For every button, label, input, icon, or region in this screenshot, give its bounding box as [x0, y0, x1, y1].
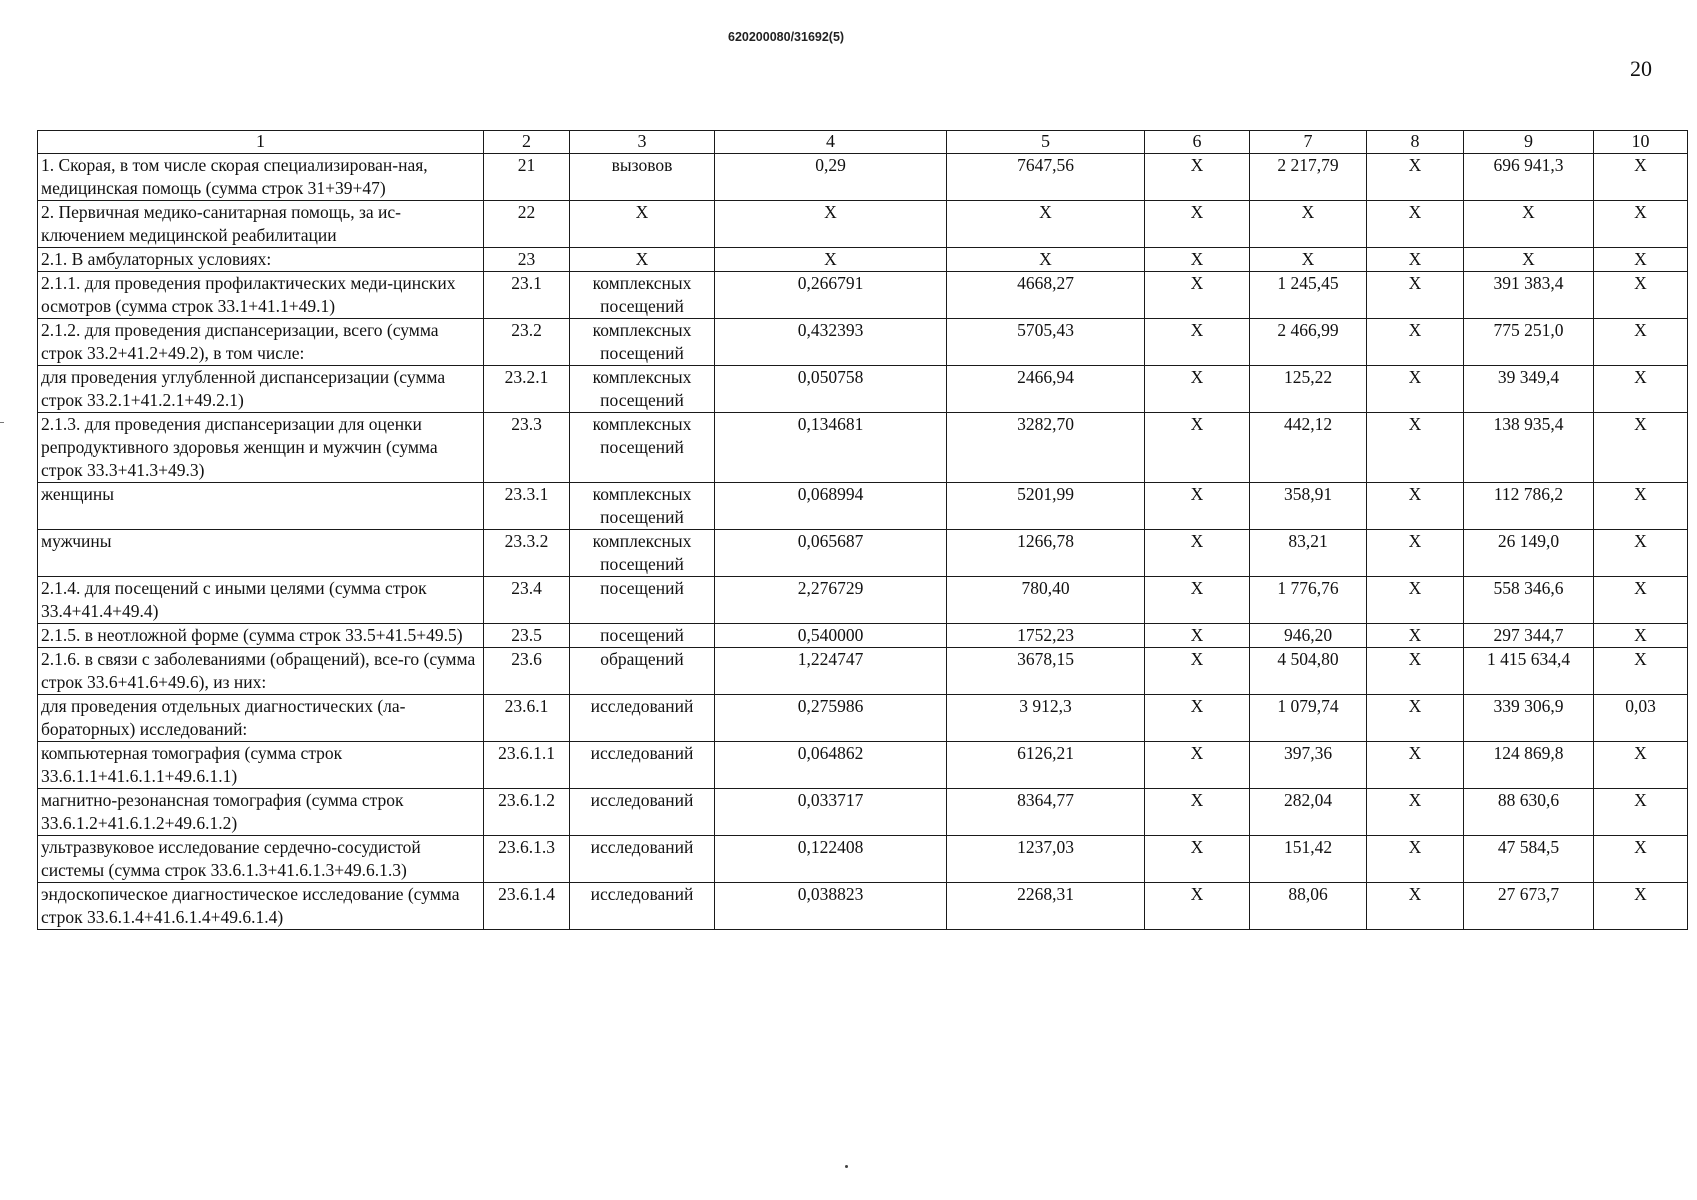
- row-code-cell: 23.3.2: [484, 530, 570, 577]
- value-cell: 0,275986: [715, 695, 947, 742]
- unit-cell: комплексных посещений: [570, 483, 715, 530]
- value-cell: Х: [1367, 366, 1464, 413]
- value-cell: 47 584,5: [1464, 836, 1594, 883]
- value-cell: 39 349,4: [1464, 366, 1594, 413]
- unit-cell: вызовов: [570, 154, 715, 201]
- value-cell: 397,36: [1250, 742, 1367, 789]
- value-cell: 125,22: [1250, 366, 1367, 413]
- value-cell: Х: [1594, 248, 1688, 272]
- value-cell: Х: [1145, 319, 1250, 366]
- value-cell: 2,276729: [715, 577, 947, 624]
- table-row: [38, 272, 1688, 319]
- column-number: 7: [1250, 131, 1367, 154]
- row-name-cell: мужчины: [38, 530, 484, 577]
- value-cell: 1 415 634,4: [1464, 648, 1594, 695]
- table-row: [38, 577, 1688, 624]
- value-cell: Х: [1145, 248, 1250, 272]
- row-code-cell: 23.3: [484, 413, 570, 483]
- unit-cell: исследований: [570, 836, 715, 883]
- column-number: 4: [715, 131, 947, 154]
- row-name-cell: 2.1.1. для проведения профилактических меди-цинских осмотров (сумма строк 33.1+41.1+49.1): [38, 272, 484, 319]
- value-cell: 558 346,6: [1464, 577, 1594, 624]
- value-cell: 1 776,76: [1250, 577, 1367, 624]
- value-cell: 1266,78: [947, 530, 1145, 577]
- value-cell: 3 912,3: [947, 695, 1145, 742]
- value-cell: Х: [1594, 154, 1688, 201]
- value-cell: 2 217,79: [1250, 154, 1367, 201]
- value-cell: Х: [1145, 577, 1250, 624]
- value-cell: 0,134681: [715, 413, 947, 483]
- value-cell: Х: [947, 248, 1145, 272]
- unit-cell: посещений: [570, 624, 715, 648]
- table-row: [38, 201, 1688, 248]
- column-number: 1: [38, 131, 484, 154]
- value-cell: 7647,56: [947, 154, 1145, 201]
- row-name-cell: 2. Первичная медико-санитарная помощь, за ис-ключением медицинской реабилитации: [38, 201, 484, 248]
- table-row: [38, 413, 1688, 483]
- value-cell: Х: [1367, 624, 1464, 648]
- value-cell: Х: [1594, 530, 1688, 577]
- value-cell: 1752,23: [947, 624, 1145, 648]
- column-number: 9: [1464, 131, 1594, 154]
- value-cell: 27 673,7: [1464, 883, 1594, 930]
- row-name-cell: 2.1.6. в связи с заболеваниями (обращений), все-го (сумма строк 33.6+41.6+49.6), из них:: [38, 648, 484, 695]
- value-cell: Х: [1367, 695, 1464, 742]
- unit-cell: комплексных посещений: [570, 530, 715, 577]
- value-cell: 1 245,45: [1250, 272, 1367, 319]
- value-cell: 1,224747: [715, 648, 947, 695]
- value-cell: 0,540000: [715, 624, 947, 648]
- value-cell: Х: [1145, 154, 1250, 201]
- value-cell: 0,033717: [715, 789, 947, 836]
- page-number: 20: [1630, 56, 1652, 81]
- value-cell: Х: [1367, 201, 1464, 248]
- value-cell: Х: [715, 201, 947, 248]
- table-row: [38, 883, 1688, 930]
- table-row: [38, 648, 1688, 695]
- value-cell: Х: [1594, 789, 1688, 836]
- value-cell: Х: [1145, 648, 1250, 695]
- value-cell: 339 306,9: [1464, 695, 1594, 742]
- row-code-cell: 22: [484, 201, 570, 248]
- row-name-cell: 2.1.2. для проведения диспансеризации, всего (сумма строк 33.2+41.2+49.2), в том числе:: [38, 319, 484, 366]
- value-cell: 0,432393: [715, 319, 947, 366]
- value-cell: 391 383,4: [1464, 272, 1594, 319]
- value-cell: Х: [1594, 366, 1688, 413]
- document-code: 620200080/31692(5): [728, 30, 845, 44]
- value-cell: 5201,99: [947, 483, 1145, 530]
- unit-cell: обращений: [570, 648, 715, 695]
- value-cell: Х: [1145, 201, 1250, 248]
- value-cell: Х: [1594, 483, 1688, 530]
- unit-cell: комплексных посещений: [570, 272, 715, 319]
- value-cell: Х: [1594, 836, 1688, 883]
- row-name-cell: для проведения отдельных диагностических (ла-бораторных) исследований:: [38, 695, 484, 742]
- value-cell: Х: [1594, 413, 1688, 483]
- value-cell: Х: [1367, 530, 1464, 577]
- value-cell: Х: [1145, 624, 1250, 648]
- value-cell: 775 251,0: [1464, 319, 1594, 366]
- value-cell: Х: [1145, 789, 1250, 836]
- scan-dot: [845, 1165, 848, 1168]
- value-cell: 8364,77: [947, 789, 1145, 836]
- row-code-cell: 23.6.1: [484, 695, 570, 742]
- value-cell: 1237,03: [947, 836, 1145, 883]
- value-cell: 780,40: [947, 577, 1145, 624]
- value-cell: Х: [1367, 413, 1464, 483]
- value-cell: Х: [1145, 695, 1250, 742]
- row-name-cell: для проведения углубленной диспансеризации (сумма строк 33.2.1+41.2.1+49.2.1): [38, 366, 484, 413]
- row-code-cell: 23.5: [484, 624, 570, 648]
- value-cell: Х: [1367, 742, 1464, 789]
- value-cell: 3678,15: [947, 648, 1145, 695]
- row-code-cell: 21: [484, 154, 570, 201]
- row-code-cell: 23.6.1.3: [484, 836, 570, 883]
- row-code-cell: 23.1: [484, 272, 570, 319]
- table-row: [38, 789, 1688, 836]
- table-row: [38, 836, 1688, 883]
- row-code-cell: 23.3.1: [484, 483, 570, 530]
- row-code-cell: 23.6.1.4: [484, 883, 570, 930]
- value-cell: Х: [1145, 742, 1250, 789]
- row-name-cell: женщины: [38, 483, 484, 530]
- unit-cell: исследований: [570, 789, 715, 836]
- data-table: [37, 130, 1688, 930]
- value-cell: 2466,94: [947, 366, 1145, 413]
- value-cell: Х: [1464, 248, 1594, 272]
- row-name-cell: 2.1.5. в неотложной форме (сумма строк 33.5+41.5+49.5): [38, 624, 484, 648]
- table-row: [38, 530, 1688, 577]
- value-cell: 83,21: [1250, 530, 1367, 577]
- value-cell: 88 630,6: [1464, 789, 1594, 836]
- value-cell: 112 786,2: [1464, 483, 1594, 530]
- unit-cell: исследований: [570, 695, 715, 742]
- value-cell: Х: [1145, 366, 1250, 413]
- value-cell: Х: [1145, 272, 1250, 319]
- edge-mark: [0, 422, 4, 423]
- value-cell: Х: [1250, 201, 1367, 248]
- unit-cell: комплексных посещений: [570, 413, 715, 483]
- unit-cell: исследований: [570, 742, 715, 789]
- value-cell: Х: [1145, 483, 1250, 530]
- value-cell: 6126,21: [947, 742, 1145, 789]
- value-cell: Х: [1594, 742, 1688, 789]
- value-cell: Х: [1367, 319, 1464, 366]
- unit-cell: комплексных посещений: [570, 366, 715, 413]
- row-name-cell: 2.1. В амбулаторных условиях:: [38, 248, 484, 272]
- value-cell: Х: [1367, 789, 1464, 836]
- value-cell: Х: [1367, 154, 1464, 201]
- table-row: [38, 154, 1688, 201]
- row-name-cell: эндоскопическое диагностическое исследование (сумма строк 33.6.1.4+41.6.1.4+49.6.1.4): [38, 883, 484, 930]
- row-code-cell: 23.2.1: [484, 366, 570, 413]
- value-cell: Х: [1367, 648, 1464, 695]
- table-row: [38, 319, 1688, 366]
- value-cell: Х: [1594, 883, 1688, 930]
- value-cell: Х: [1594, 577, 1688, 624]
- value-cell: Х: [1594, 624, 1688, 648]
- value-cell: Х: [1464, 201, 1594, 248]
- value-cell: Х: [1367, 483, 1464, 530]
- value-cell: 88,06: [1250, 883, 1367, 930]
- value-cell: 282,04: [1250, 789, 1367, 836]
- value-cell: 4668,27: [947, 272, 1145, 319]
- value-cell: 0,065687: [715, 530, 947, 577]
- value-cell: Х: [1145, 883, 1250, 930]
- column-number: 8: [1367, 131, 1464, 154]
- row-name-cell: магнитно-резонансная томография (сумма строк 33.6.1.2+41.6.1.2+49.6.1.2): [38, 789, 484, 836]
- row-name-cell: ультразвуковое исследование сердечно-сосудистой системы (сумма строк 33.6.1.3+41.6.1.3+49.6.1.3): [38, 836, 484, 883]
- column-number: 6: [1145, 131, 1250, 154]
- table-row: [38, 695, 1688, 742]
- value-cell: Х: [1594, 648, 1688, 695]
- value-cell: Х: [1367, 577, 1464, 624]
- value-cell: Х: [1145, 413, 1250, 483]
- row-code-cell: 23: [484, 248, 570, 272]
- value-cell: 4 504,80: [1250, 648, 1367, 695]
- table-row: [38, 742, 1688, 789]
- value-cell: Х: [1250, 248, 1367, 272]
- value-cell: 5705,43: [947, 319, 1145, 366]
- value-cell: 0,064862: [715, 742, 947, 789]
- value-cell: Х: [1594, 319, 1688, 366]
- row-code-cell: 23.6.1.1: [484, 742, 570, 789]
- row-name-cell: компьютерная томография (сумма строк 33.6.1.1+41.6.1.1+49.6.1.1): [38, 742, 484, 789]
- row-code-cell: 23.2: [484, 319, 570, 366]
- value-cell: 0,122408: [715, 836, 947, 883]
- unit-cell: исследований: [570, 883, 715, 930]
- value-cell: Х: [1367, 883, 1464, 930]
- value-cell: 946,20: [1250, 624, 1367, 648]
- value-cell: 2268,31: [947, 883, 1145, 930]
- row-name-cell: 2.1.4. для посещений с иными целями (сумма строк 33.4+41.4+49.4): [38, 577, 484, 624]
- value-cell: Х: [1367, 248, 1464, 272]
- column-number: 10: [1594, 131, 1688, 154]
- value-cell: Х: [1367, 272, 1464, 319]
- value-cell: 124 869,8: [1464, 742, 1594, 789]
- value-cell: 442,12: [1250, 413, 1367, 483]
- table-row: [38, 366, 1688, 413]
- value-cell: 297 344,7: [1464, 624, 1594, 648]
- value-cell: 696 941,3: [1464, 154, 1594, 201]
- value-cell: 3282,70: [947, 413, 1145, 483]
- value-cell: 1 079,74: [1250, 695, 1367, 742]
- table-row: [38, 624, 1688, 648]
- value-cell: Х: [1145, 836, 1250, 883]
- value-cell: 0,266791: [715, 272, 947, 319]
- row-code-cell: 23.6.1.2: [484, 789, 570, 836]
- value-cell: Х: [1594, 272, 1688, 319]
- value-cell: Х: [715, 248, 947, 272]
- value-cell: 0,038823: [715, 883, 947, 930]
- value-cell: Х: [1594, 201, 1688, 248]
- value-cell: 0,068994: [715, 483, 947, 530]
- value-cell: 26 149,0: [1464, 530, 1594, 577]
- value-cell: 151,42: [1250, 836, 1367, 883]
- table-row: [38, 248, 1688, 272]
- value-cell: 358,91: [1250, 483, 1367, 530]
- column-number: 3: [570, 131, 715, 154]
- unit-cell: Х: [570, 201, 715, 248]
- column-number: 5: [947, 131, 1145, 154]
- row-code-cell: 23.4: [484, 577, 570, 624]
- row-name-cell: 1. Скорая, в том числе скорая специализирован-ная, медицинская помощь (сумма строк 31+39+47): [38, 154, 484, 201]
- row-code-cell: 23.6: [484, 648, 570, 695]
- column-number-row: [38, 131, 1688, 154]
- unit-cell: Х: [570, 248, 715, 272]
- row-name-cell: 2.1.3. для проведения диспансеризации для оценки репродуктивного здоровья женщин и мужчин (сумма строк 33.3+41.3+49.3): [38, 413, 484, 483]
- unit-cell: посещений: [570, 577, 715, 624]
- value-cell: Х: [947, 201, 1145, 248]
- table-row: [38, 483, 1688, 530]
- unit-cell: комплексных посещений: [570, 319, 715, 366]
- value-cell: 0,03: [1594, 695, 1688, 742]
- value-cell: 0,050758: [715, 366, 947, 413]
- value-cell: Х: [1145, 530, 1250, 577]
- value-cell: 138 935,4: [1464, 413, 1594, 483]
- value-cell: Х: [1367, 836, 1464, 883]
- column-number: 2: [484, 131, 570, 154]
- value-cell: 2 466,99: [1250, 319, 1367, 366]
- value-cell: 0,29: [715, 154, 947, 201]
